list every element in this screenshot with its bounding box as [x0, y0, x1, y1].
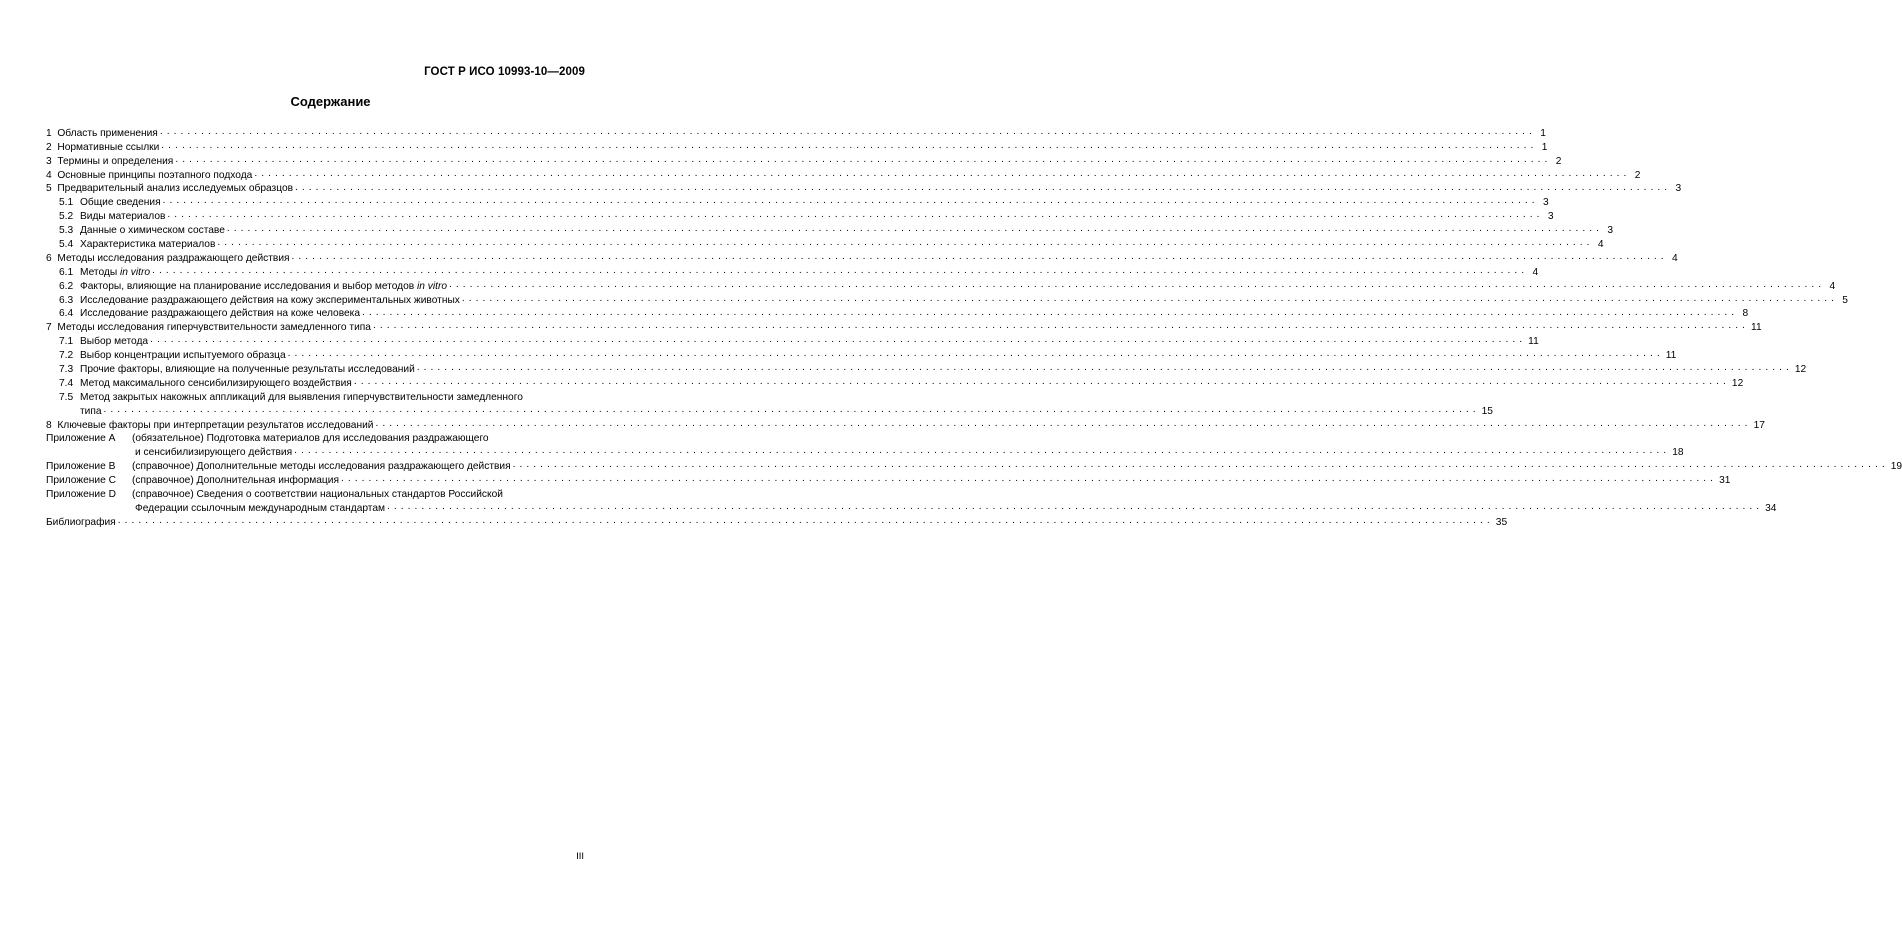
toc-entry-7-5[interactable]: 7.5 Метод закрытых накожных аппликаций для выявления гиперчувствительности замедленного — [59, 391, 523, 403]
toc-entry-5-3[interactable]: 5.3 Данные о химическом составе ........................................................................................................................................................................................................ 3 — [59, 223, 1613, 237]
toc-page: 12 — [1794, 364, 1807, 376]
toc-page: 4 — [1597, 239, 1604, 251]
toc-appendix-a-cont[interactable]: и сенсибилизирующего действия ........................................................................................................................................................................................................ 18 — [135, 445, 1684, 459]
dot-leader: ........................................................................................................................................................................................................ — [291, 251, 1668, 262]
toc-page: 18 — [1672, 447, 1684, 459]
toc-appendix-d[interactable]: Приложение D (справочное) Сведения о соответствии национальных стандартов Российской — [46, 489, 503, 501]
toc-page: 12 — [1731, 377, 1744, 389]
dot-leader: ........................................................................................................................................................................................................ — [175, 153, 1552, 165]
table-of-contents — [46, 125, 1902, 528]
dot-leader: ........................................................................................................................................................................................................ — [217, 237, 1594, 249]
dot-leader: ........................................................................................................................................................................................................ — [353, 376, 1730, 388]
toc-bibliography[interactable]: Библиография ........................................................................................................................................................................................................ 35 — [46, 514, 1508, 528]
toc-entry-2[interactable]: 2 Нормативные ссылки ........................................................................................................................................................................................................ 1 — [46, 139, 1548, 153]
dot-leader: ........................................................................................................................................................................................................ — [340, 473, 1718, 485]
toc-entry-6-4[interactable]: 6.4 Исследование раздражающего действия на коже человека ........................................................................................................................................................................................................ 8 — [59, 306, 1749, 320]
dot-leader: ........................................................................................................................................................................................................ — [150, 334, 1527, 346]
dot-leader: ........................................................................................................................................................................................................ — [159, 125, 1536, 137]
toc-page: 31 — [1719, 475, 1731, 487]
toc-page: 11 — [1665, 350, 1677, 362]
dot-leader: ........................................................................................................................................................................................................ — [103, 403, 1480, 415]
dot-leader: ........................................................................................................................................................................................................ — [287, 348, 1664, 360]
toc-page: 1 — [1541, 141, 1548, 153]
toc-page: 11 — [1528, 336, 1539, 348]
dot-leader: ........................................................................................................................................................................................................ — [226, 223, 1603, 235]
toc-entry-7-3[interactable]: 7.3 Прочие факторы, влияющие на полученные результаты исследований ........................................................................................................................................................................................................ 12 — [59, 362, 1807, 376]
toc-appendix-d-cont[interactable]: Федерации ссылочным международным стандартам ........................................................................................................................................................................................................ 34 — [135, 501, 1777, 514]
toc-entry-7-5-cont[interactable]: типа ........................................................................................................................................................................................................ 15 — [80, 403, 1493, 417]
toc-page: 3 — [1607, 225, 1613, 237]
dot-leader: ........................................................................................................................................................................................................ — [152, 264, 1529, 276]
toc-page: 2 — [1555, 155, 1562, 167]
toc-page: 34 — [1765, 502, 1777, 514]
toc-page: 1 — [1540, 127, 1546, 139]
dot-leader: ........................................................................................................................................................................................................ — [295, 181, 1672, 193]
toc-entry-6-1[interactable]: 6.1 Методы in vitro ........................................................................................................................................................................................................ 4 — [59, 264, 1539, 278]
dot-leader: ........................................................................................................................................................................................................ — [372, 320, 1750, 332]
toc-page: 4 — [1532, 266, 1539, 278]
dot-leader: ........................................................................................................................................................................................................ — [161, 139, 1538, 151]
document-code: ГОСТ Р ИСО 10993-10—2009 — [424, 66, 585, 78]
dot-leader: ........................................................................................................................................................................................................ — [162, 195, 1539, 207]
toc-page: 4 — [1829, 280, 1836, 292]
toc-entry-6[interactable]: 6 Методы исследования раздражающего действия ........................................................................................................................................................................................................ 4 — [46, 251, 1678, 264]
toc-page: 2 — [1634, 169, 1641, 181]
toc-page: 4 — [1671, 252, 1678, 264]
toc-entry-7[interactable]: 7 Методы исследования гиперчувствительности замедленного типа ........................................................................................................................................................................................................ 11 — [46, 320, 1762, 334]
dot-leader: ........................................................................................................................................................................................................ — [375, 417, 1752, 429]
toc-entry-4[interactable]: 4 Основные принципы поэтапного подхода ........................................................................................................................................................................................................ 2 — [46, 167, 1641, 181]
toc-page: 3 — [1675, 183, 1682, 195]
toc-entry-1[interactable]: 1 Область применения ........................................................................................................................................................................................................ 1 — [46, 125, 1546, 139]
dot-leader: ........................................................................................................................................................................................................ — [449, 278, 1826, 290]
toc-page: 15 — [1481, 405, 1493, 417]
toc-page: 3 — [1547, 211, 1554, 223]
dot-leader: ........................................................................................................................................................................................................ — [387, 501, 1764, 513]
toc-entry-6-3[interactable]: 6.3 Исследование раздражающего действия на кожу экспериментальных животных ........................................................................................................................................................................................................ 5 — [59, 292, 1848, 306]
toc-page: 8 — [1742, 308, 1749, 320]
dot-leader: ........................................................................................................................................................................................................ — [167, 209, 1544, 221]
toc-page: 19 — [1890, 461, 1902, 473]
toc-appendix-c[interactable]: Приложение C (справочное) Дополнительная информация ........................................................................................................................................................................................................ 31 — [46, 473, 1731, 487]
dot-leader: ........................................................................................................................................................................................................ — [461, 292, 1838, 304]
toc-entry-8[interactable]: 8 Ключевые факторы при интерпретации результатов исследований ........................................................................................................................................................................................................ 17 — [46, 417, 1765, 431]
page-title: Содержание — [290, 94, 371, 109]
toc-entry-5-4[interactable]: 5.4 Характеристика материалов ........................................................................................................................................................................................................ 4 — [59, 237, 1604, 251]
toc-entry-7-2[interactable]: 7.2 Выбор концентрации испытуемого образца ........................................................................................................................................................................................................ 11 — [59, 348, 1677, 362]
page-number: III — [576, 851, 584, 862]
toc-page: 5 — [1842, 294, 1848, 306]
toc-page: 3 — [1543, 197, 1549, 209]
toc-entry-7-4[interactable]: 7.4 Метод максимального сенсибилизирующего воздействия ........................................................................................................................................................................................................ 12 — [59, 376, 1744, 389]
toc-entry-3[interactable]: 3 Термины и определения ........................................................................................................................................................................................................ 2 — [46, 153, 1562, 167]
toc-entry-5-1[interactable]: 5.1 Общие сведения ........................................................................................................................................................................................................ 3 — [59, 195, 1549, 209]
dot-leader: ........................................................................................................................................................................................................ — [254, 167, 1631, 179]
toc-entry-7-1[interactable]: 7.1 Выбор метода ........................................................................................................................................................................................................ 11 — [59, 334, 1539, 348]
toc-page: 11 — [1751, 322, 1762, 334]
dot-leader: ........................................................................................................................................................................................................ — [294, 445, 1671, 457]
toc-entry-6-2[interactable]: 6.2 Факторы, влияющие на планирование исследования и выбор методов in vitro ........................................................................................................................................................................................................ 4 — [59, 278, 1836, 292]
toc-entry-5-2[interactable]: 5.2 Виды материалов ........................................................................................................................................................................................................ 3 — [59, 209, 1554, 223]
dot-leader: ........................................................................................................................................................................................................ — [512, 459, 1889, 471]
dot-leader: ........................................................................................................................................................................................................ — [416, 362, 1793, 374]
toc-appendix-a[interactable]: Приложение A (обязательное) Подготовка материалов для исследования раздражающего — [46, 433, 489, 445]
dot-leader: ........................................................................................................................................................................................................ — [117, 514, 1494, 526]
dot-leader: ........................................................................................................................................................................................................ — [362, 306, 1739, 318]
toc-entry-5[interactable]: 5 Предварительный анализ исследуемых образцов ........................................................................................................................................................................................................ 3 — [46, 181, 1682, 195]
toc-appendix-b[interactable]: Приложение B (справочное) Дополнительные методы исследования раздражающего действия ........................................................................................................................................................................................................ 19 — [46, 459, 1902, 473]
toc-page: 35 — [1495, 516, 1508, 528]
toc-page: 17 — [1753, 419, 1765, 431]
